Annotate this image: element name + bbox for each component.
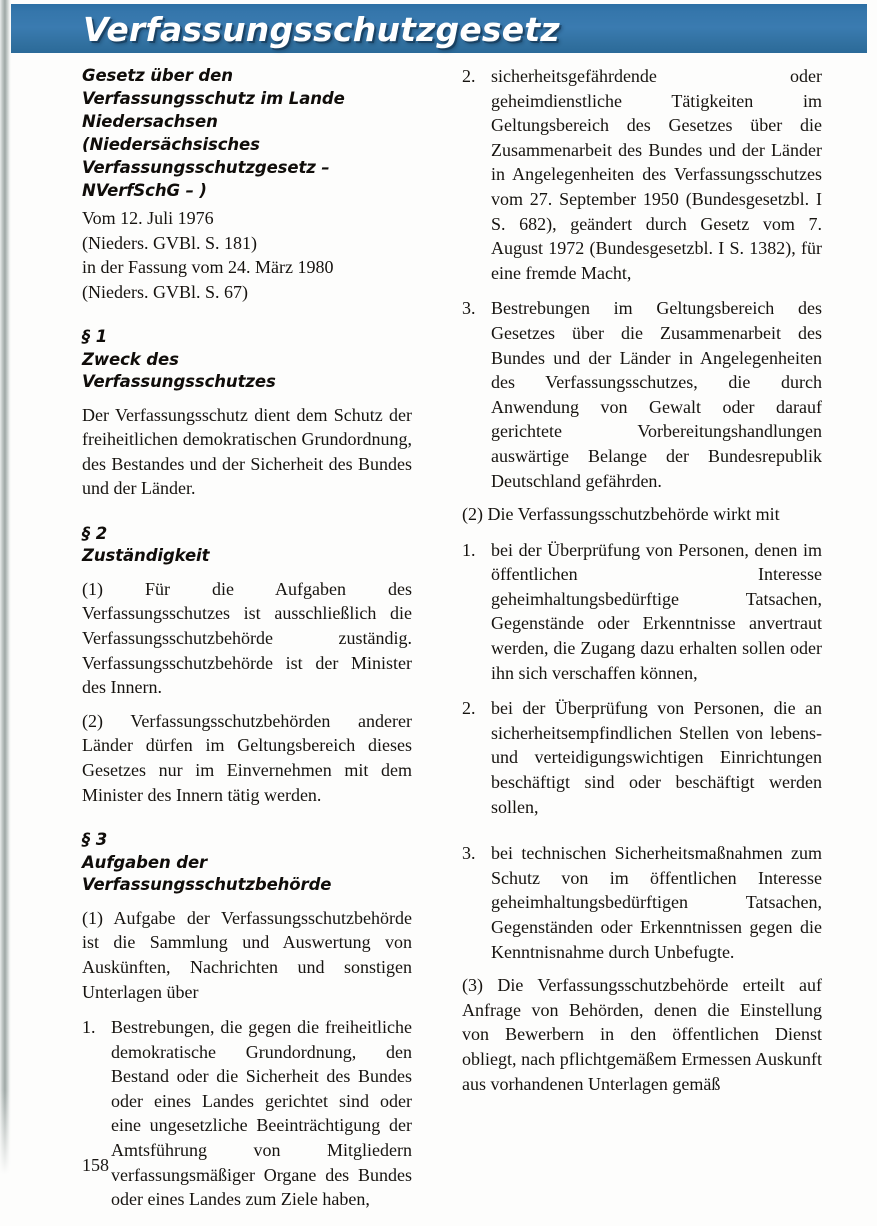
section-marker: § 3 [82,830,108,850]
list-item [462,538,822,686]
section-heading-line: Zuständigkeit [82,546,210,566]
list-item-number: 3. [462,298,476,319]
document-title-line: NVerfSchG – ) [82,181,207,200]
list-item-text: bei der Überprüfung von Personen, denen im öffentlichen Interesse geheimhaltungsbedürftige Tatsachen, Gegenstände oder Erkenntnisse anvertraut werden, die Zugang dazu erhalten sollen oder ihn sich verschaffen können, [491,539,822,683]
page-title: Verfassungsschutzgesetz [83,10,560,49]
section-marker: § 2 [82,523,108,543]
document-metadata-line: in der Fassung vom 24. März 1980 [82,257,334,277]
section-1-body: Der Verfassungsschutz dient dem Schutz der freiheitlichen demokratischen Grundordnung, des Bestandes und der Sicherheit des Bundes und der Länder. [82,404,412,499]
list-item-number: 1. [462,539,476,560]
list-item-text: Bestrebungen, die gegen die freiheitliche demokratische Grundordnung, den Bestand oder die Sicherheit des Bundes oder eines Landes gerichtet sind oder eine ungesetzliche Beeinträchtigung der Amtsführung von Mitgliedern verfassungsmäßiger Organe des Bundes oder eines Landes zum Ziele haben, [111,1017,412,1210]
document-metadata-line: (Nieders. GVBl. S. 67) [82,281,248,302]
section-heading-paragraph-1 [82,326,412,394]
document-title-line: Niedersachsen [82,112,218,131]
document-title [82,64,412,202]
list-item-text: sicherheitsgefährdende oder geheimdienstliche Tätigkeiten im Geltungsbereich des Gesetzes über die Zusammenarbeit des Bundes und der Länder in Angelegenheiten des Verfassungsschutzes vom 27. September 1950 (Bundesgesetzbl. I S. 682), geändert durch Gesetz vom 7. August 1972 (Bundesgesetzbl. I S. 1382), für eine fremde Macht, [491,66,822,283]
list-item-text: bei der Überprüfung von Personen, die an sicherheitsempfindlichen Stellen von lebens- und verteidigungswichtigen Einrichtungen beschäftigt sind oder beschäftigt werden sollen, [491,698,822,817]
list-item-text: bei technischen Sicherheitsmaßnahmen zum Schutz von im öffentlichen Interesse geheimhaltungsbedürftigen Tatsachen, Gegenständen oder Erkenntnissen gegen die Kenntnisnahme durch Unbefugte. [491,843,822,962]
scan-gutter-fade [0,1090,11,1226]
document-title-line: Verfassungsschutzgesetz – [82,158,330,177]
document-metadata-line: Vom 12. Juli 1976 [82,208,214,228]
list-item-number: 2. [462,66,476,86]
section-3-paragraph-1: (1) Aufgabe der Verfassungsschutzbehörde ist die Sammlung und Auswertung von Auskünften, Nachrichten und sonstigen Unterlagen über [82,907,412,1002]
section-3-paragraph-3: (3) Die Verfassungsschutzbehörde erteilt auf Anfrage von Behörden, denen die Einstellung von Bewerbern in den öffentlichen Dienst obliegt, nach pflichtgemäßem Ermessen Auskunft aus vorhandenen Unterlagen gemäß [462,975,822,1094]
section-3-paragraph-2-intro: (2) Die Verfassungsschutzbehörde wirkt mit [462,504,780,525]
list-item [462,696,822,819]
section-heading-paragraph-3 [82,829,412,897]
section-heading-line: Zweck des [82,349,179,369]
left-column [82,64,412,1212]
section-heading-paragraph-2 [82,523,412,568]
document-metadata-line: (Nieders. GVBl. S. 181) [82,232,257,253]
list-item-text: Bestrebungen im Geltungsbereich des Gesetzes über die Zusammenarbeit des Bundes und der Länder in Angelegenheiten des Verfassungsschutzes, die durch Anwendung von Gewalt oder darauf gerichtete Vorbereitungshandlungen auswärtige Belange der Bundesrepublik Deutschland gefährden. [491,298,822,491]
list-item-number: 3. [462,843,476,864]
list-item-number: 2. [462,698,476,719]
section-marker: § 1 [82,327,108,346]
page-banner [9,4,867,53]
list-item [462,296,822,493]
document-title-line: Gesetz über den [82,66,233,85]
section-heading-line: Verfassungsschutzbehörde [82,875,332,895]
section-2-paragraph-2: (2) Verfassungsschutzbehörden anderer Länder dürfen im Geltungsbereich dieses Gesetzes nur im Einvernehmen mit dem Minister des Innern tätig werden. [82,710,412,805]
document-metadata [82,206,412,304]
right-column [462,64,822,1096]
scan-gutter-artifact [0,0,11,1226]
list-item [82,1015,412,1212]
section-heading-line: Aufgaben der [82,852,208,872]
document-title-line: (Niedersächsisches [82,135,260,154]
section-2-paragraph-1: (1) Für die Aufgaben des Verfassungsschutzes ist ausschließlich die Verfassungsschutzbehörde zuständig. Verfassungsschutzbehörde ist der Minister des Innern. [82,578,412,698]
list-item [462,64,822,285]
page-number: 158 [82,1155,109,1175]
list-item-number: 1. [82,1017,96,1038]
list-item [462,841,822,964]
document-title-line: Verfassungsschutz im Lande [82,89,345,108]
section-heading-line: Verfassungsschutzes [82,372,276,391]
